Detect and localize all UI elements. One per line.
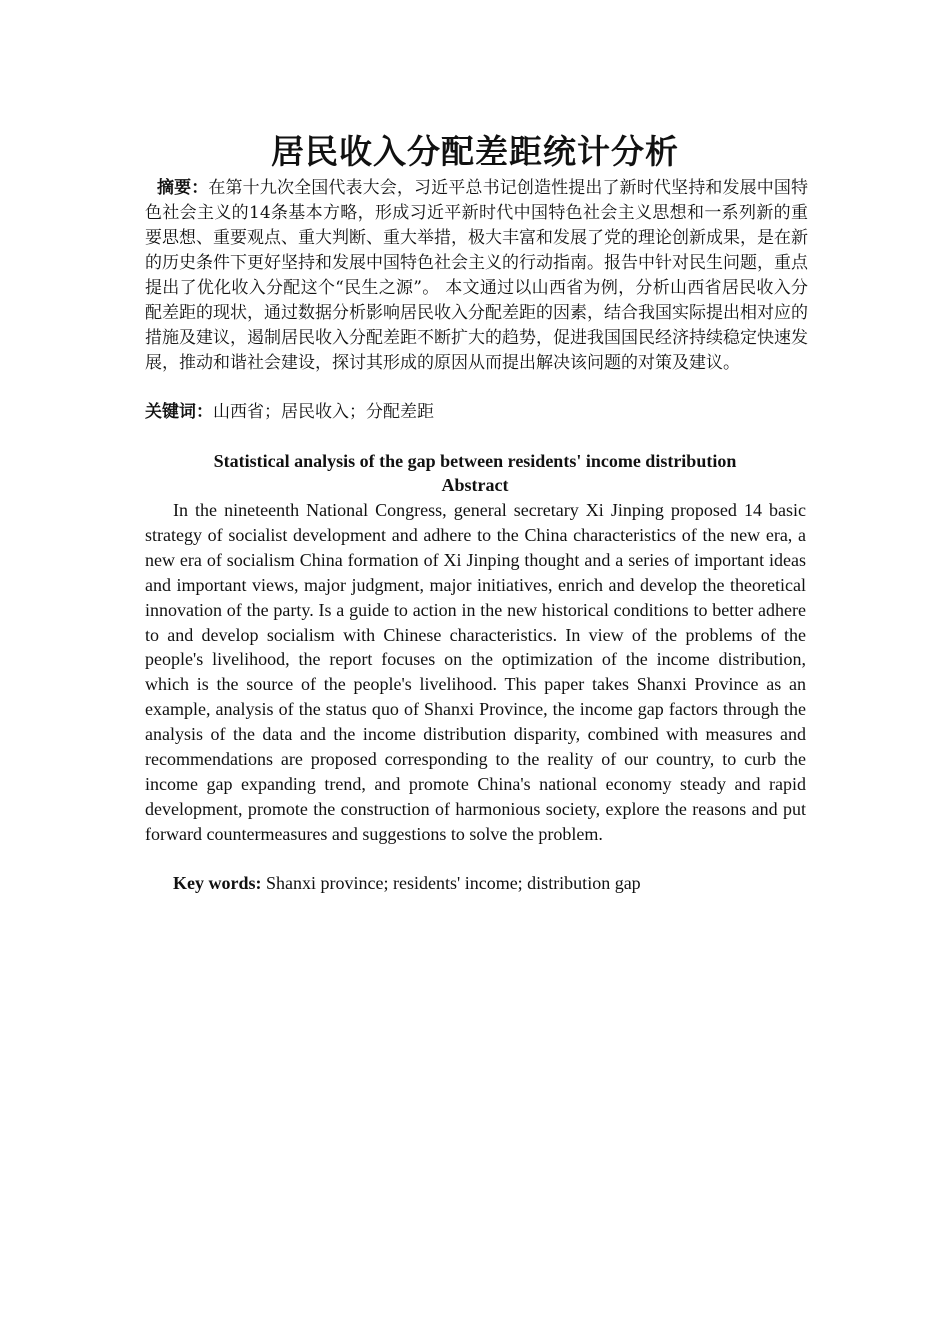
chinese-keywords-text: 山西省；居民收入；分配差距 <box>213 402 434 422</box>
chinese-abstract-label: 摘要： <box>157 178 209 198</box>
english-abstract: In the nineteenth National Congress, general secretary Xi Jinping proposed 14 basic strategy of socialist development and adhere to the China characteristics of the new era, a new era of socialism China formation of Xi Jinping thought and a series of important ideas and important views, major judgment, major initiatives, enrich and develop the theoretical innovation of the party. Is a guide to action in the new historical conditions to better adhere to and develop socialism with Chinese characteristics. In view of the problems of the people's livelihood, the report focuses on the optimization of the income distribution, which is the source of the people's livelihood. This paper takes Shanxi Province as an example, analysis of the status quo of Shanxi Province, the income gap factors through the analysis of the data and the income distribution disparity, combined with measures and recommendations are proposed corresponding to the reality of our country, to curb the income gap expanding trend, and promote China's national economy steady and rapid development, promote the construction of harmonious society, explore the reasons and put forward countermeasures and suggestions to solve the problem. <box>145 500 806 844</box>
english-title: Statistical analysis of the gap between residents' income distribution <box>213 451 737 471</box>
chinese-abstract <box>145 176 808 376</box>
english-keywords-text: Shanxi province; residents' income; distribution gap <box>261 873 641 893</box>
english-abstract-heading: Abstract <box>441 475 509 495</box>
chinese-keywords <box>145 400 808 425</box>
english-keywords <box>145 871 806 896</box>
chinese-keywords-label: 关键词： <box>145 402 213 422</box>
english-keywords-label: Key words: <box>173 873 262 893</box>
page-title: 居民收入分配差距统计分析 <box>271 132 679 171</box>
chinese-abstract-text: 在第十九次全国代表大会，习近平总书记创造性提出了新时代坚持和发展中国特色社会主义的14条基本方略，形成习近平新时代中国特色社会主义思想和一系列新的重要思想、重要观点、重大判断、重大举措，极大丰富和发展了党的理论创新成果，是在新的历史条件下更好坚持和发展中国特色社会主义的行动指南。报告中针对民生问题，重点提出了优化收入分配这个“民生之源”。 本文通过以山西省为例，分析山西省居民收入分配差距的现状，通过数据分析影响居民收入分配差距的因素，结合我国实际提出相对应的措施及建议，遏制居民收入分配差距不断扩大的趋势，促进我国国民经济持续稳定快速发展，推动和谐社会建设，探讨其形成的原因从而提出解决该问题的对策及建议。 <box>145 178 808 373</box>
